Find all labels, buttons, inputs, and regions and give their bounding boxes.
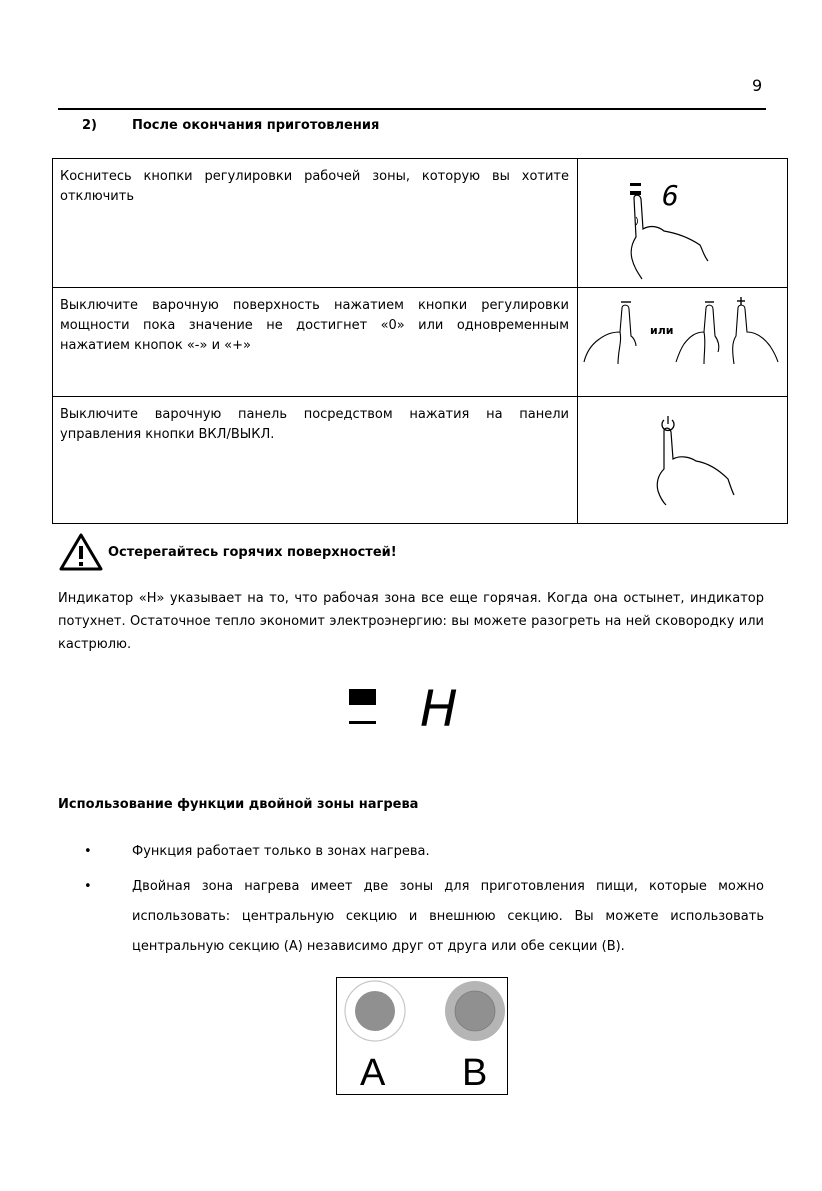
page-number: 9 bbox=[752, 76, 763, 95]
steps-table bbox=[52, 158, 788, 524]
step-row bbox=[53, 288, 788, 397]
power-button-touch-icon bbox=[578, 397, 788, 524]
display-symbol: H bbox=[420, 680, 458, 732]
bullet-text: Двойная зона нагрева имеет две зоны для приготовления пищи, которые можно использовать: центральную секцию и внешнюю секцию. Вы можете использовать центральную секцию (A) независимо друг от друга или обе секции (B). bbox=[132, 879, 764, 954]
section-title: После окончания приготовления bbox=[132, 118, 380, 133]
bullet-text: Функция работает только в зонах нагрева. bbox=[132, 844, 430, 859]
dual-zone-title: Использование функции двойной зоны нагрева bbox=[58, 797, 419, 812]
warning-text: Остерегайтесь горячих поверхностей! bbox=[108, 545, 397, 560]
bullet-dot: • bbox=[84, 844, 92, 859]
touch-zone-button-icon bbox=[578, 159, 788, 288]
press-minus-or-minus-plus-icon bbox=[578, 288, 788, 397]
residual-heat-paragraph: Индикатор «H» указывает на то, что рабочая зона все еще горячая. Когда она остынет, индикатор потухнет. Остаточное тепло экономит электроэнергию: вы можете разогреть на ней сковородку или кастрюлю. bbox=[58, 591, 764, 652]
or-label: или bbox=[650, 324, 674, 337]
bullet-dot: • bbox=[84, 879, 92, 894]
warning-triangle-icon bbox=[58, 532, 104, 576]
header-rule bbox=[58, 108, 766, 110]
step-row bbox=[53, 159, 788, 288]
zone-a-center bbox=[355, 991, 395, 1031]
step-row bbox=[53, 397, 788, 524]
step-text: Коснитесь кнопки регулировки рабочей зоны, которую вы хотите отключить bbox=[53, 159, 578, 288]
zone-label-b: B bbox=[462, 1052, 488, 1094]
step-text: Выключите варочную панель посредством нажатия на панели управления кнопки ВКЛ/ВЫКЛ. bbox=[53, 397, 578, 524]
zone-b-center bbox=[455, 991, 495, 1031]
zone-label-a: A bbox=[360, 1052, 386, 1094]
display-digit: 6 bbox=[662, 179, 679, 212]
step-text: Выключите варочную поверхность нажатием кнопки регулировки мощности пока значение не достигнет «0» или одновременным нажатием кнопок «-» и «+» bbox=[53, 288, 578, 397]
residual-heat-display bbox=[340, 680, 470, 736]
section-number: 2) bbox=[82, 118, 97, 133]
